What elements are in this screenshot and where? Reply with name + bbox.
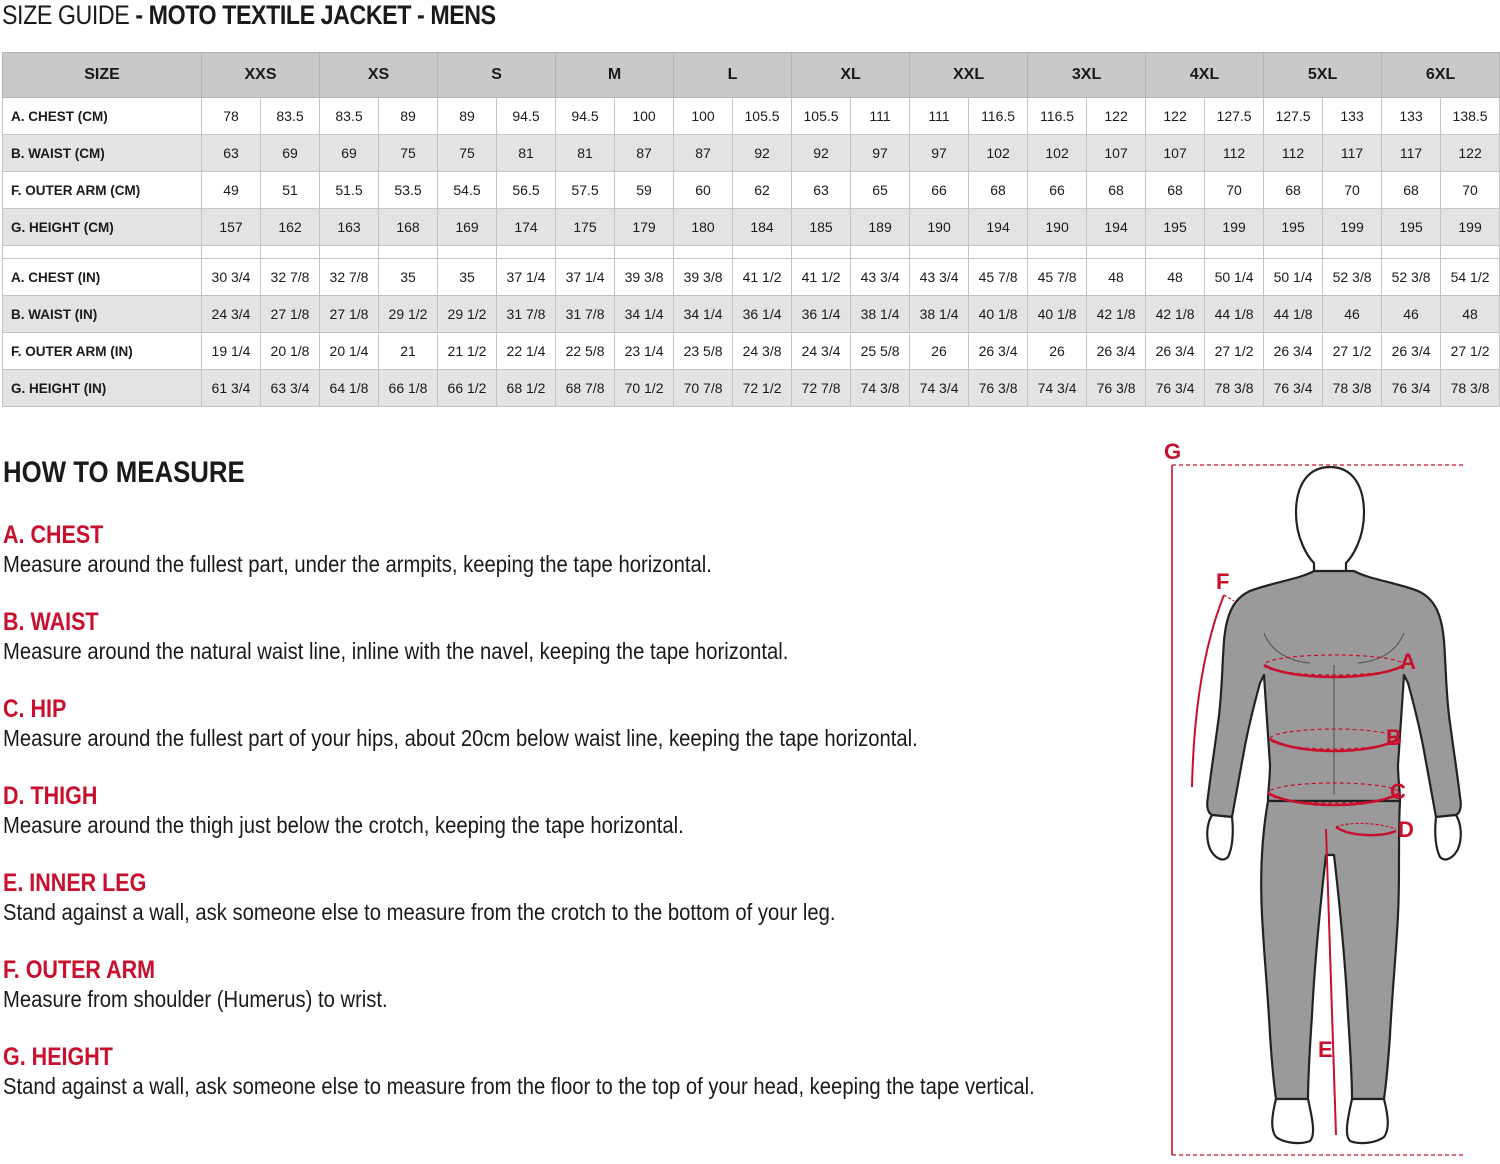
table-cell: 37 1/4 [556, 259, 615, 296]
table-row [3, 259, 1500, 296]
table-cell: 26 3/4 [1264, 333, 1323, 370]
table-cell: 68 [1382, 172, 1441, 209]
table-cell: 38 1/4 [851, 296, 910, 333]
spacer-cell [733, 246, 792, 259]
table-cell: 68 7/8 [556, 370, 615, 407]
table-cell: 70 [1205, 172, 1264, 209]
table-cell: 199 [1323, 209, 1382, 246]
table-cell: 199 [1205, 209, 1264, 246]
title-main: - MOTO TEXTILE JACKET - MENS [135, 0, 496, 30]
table-cell: 27 1/8 [261, 296, 320, 333]
table-cell: 87 [674, 135, 733, 172]
measure-instruction [3, 695, 1143, 782]
table-cell: 116.5 [969, 98, 1028, 135]
table-cell: 65 [851, 172, 910, 209]
row-label: B. WAIST (CM) [3, 135, 202, 172]
spacer-cell [1264, 246, 1323, 259]
spacer-cell [497, 246, 556, 259]
table-cell: 97 [851, 135, 910, 172]
table-row [3, 296, 1500, 333]
table-cell: 66 [1028, 172, 1087, 209]
table-cell: 23 1/4 [615, 333, 674, 370]
row-label: G. HEIGHT (CM) [3, 209, 202, 246]
measure-description: Measure around the fullest part, under the armpits, keeping the tape horizontal. [3, 551, 712, 577]
table-cell: 35 [379, 259, 438, 296]
table-cell: 162 [261, 209, 320, 246]
table-cell: 53.5 [379, 172, 438, 209]
table-cell: 122 [1441, 135, 1500, 172]
table-cell: 63 [792, 172, 851, 209]
measure-description: Stand against a wall, ask someone else to measure from the floor to the top of your head, keeping the tape vertical. [3, 1073, 1035, 1099]
table-cell: 48 [1146, 259, 1205, 296]
spacer-cell [3, 246, 202, 259]
size-col-header: M [556, 53, 674, 98]
table-cell: 22 5/8 [556, 333, 615, 370]
how-to-measure-title: HOW TO MEASURE [3, 456, 245, 489]
table-cell: 75 [379, 135, 438, 172]
how-to-measure-section [3, 455, 1143, 1130]
measurement-figure [1150, 435, 1490, 1159]
table-cell: 163 [320, 209, 379, 246]
measure-instruction [3, 782, 1143, 869]
table-cell: 102 [1028, 135, 1087, 172]
table-cell: 35 [438, 259, 497, 296]
size-col-header: XL [792, 53, 910, 98]
table-cell: 63 [202, 135, 261, 172]
table-cell: 111 [910, 98, 969, 135]
table-cell: 70 [1441, 172, 1500, 209]
table-cell: 54 1/2 [1441, 259, 1500, 296]
table-cell: 78 3/8 [1323, 370, 1382, 407]
table-cell: 92 [792, 135, 851, 172]
table-cell: 21 [379, 333, 438, 370]
table-cell: 26 3/4 [969, 333, 1028, 370]
size-col-header: 4XL [1146, 53, 1264, 98]
measure-instruction [3, 608, 1143, 695]
table-cell: 40 1/8 [1028, 296, 1087, 333]
table-cell: 26 3/4 [1382, 333, 1441, 370]
measure-description: Measure around the thigh just below the crotch, keeping the tape horizontal. [3, 812, 684, 838]
row-label: G. HEIGHT (IN) [3, 370, 202, 407]
size-header-row [3, 53, 1500, 98]
table-cell: 195 [1146, 209, 1205, 246]
table-cell: 23 5/8 [674, 333, 733, 370]
title-prefix: SIZE GUIDE [2, 0, 130, 30]
size-col-header: S [438, 53, 556, 98]
inner-leg-line [1326, 829, 1336, 1135]
table-cell: 138.5 [1441, 98, 1500, 135]
spacer-cell [1087, 246, 1146, 259]
table-cell: 92 [733, 135, 792, 172]
label-f: F [1216, 569, 1230, 594]
spacer-cell [1323, 246, 1382, 259]
measure-heading: D. THIGH [3, 782, 98, 810]
table-cell: 69 [261, 135, 320, 172]
table-cell: 48 [1441, 296, 1500, 333]
label-c: C [1390, 779, 1406, 804]
table-cell: 122 [1087, 98, 1146, 135]
table-cell: 70 7/8 [674, 370, 733, 407]
table-cell: 57.5 [556, 172, 615, 209]
table-cell: 19 1/4 [202, 333, 261, 370]
table-cell: 68 1/2 [497, 370, 556, 407]
table-cell: 81 [497, 135, 556, 172]
table-cell: 46 [1382, 296, 1441, 333]
table-cell: 60 [674, 172, 733, 209]
row-label: A. CHEST (CM) [3, 98, 202, 135]
table-cell: 68 [1264, 172, 1323, 209]
measure-description: Stand against a wall, ask someone else to measure from the crotch to the bottom of your leg. [3, 899, 836, 925]
table-cell: 89 [379, 98, 438, 135]
label-a: A [1400, 649, 1416, 674]
spacer-cell [202, 246, 261, 259]
spacer-cell [1028, 246, 1087, 259]
table-cell: 34 1/4 [674, 296, 733, 333]
table-cell: 41 1/2 [792, 259, 851, 296]
table-cell: 25 5/8 [851, 333, 910, 370]
table-cell: 37 1/4 [497, 259, 556, 296]
table-cell: 157 [202, 209, 261, 246]
measure-instruction [3, 521, 1143, 608]
table-cell: 52 3/8 [1382, 259, 1441, 296]
table-cell: 194 [969, 209, 1028, 246]
table-cell: 87 [615, 135, 674, 172]
table-cell: 36 1/4 [792, 296, 851, 333]
size-col-header: XS [320, 53, 438, 98]
table-cell: 184 [733, 209, 792, 246]
table-cell: 36 1/4 [733, 296, 792, 333]
table-cell: 45 7/8 [1028, 259, 1087, 296]
measure-heading: C. HIP [3, 695, 67, 723]
table-cell: 42 1/8 [1146, 296, 1205, 333]
table-cell: 32 7/8 [320, 259, 379, 296]
table-cell: 44 1/8 [1205, 296, 1264, 333]
table-cell: 74 3/4 [1028, 370, 1087, 407]
table-spacer-row [3, 246, 1500, 259]
table-cell: 190 [1028, 209, 1087, 246]
table-cell: 66 1/2 [438, 370, 497, 407]
table-row [3, 98, 1500, 135]
table-cell: 48 [1087, 259, 1146, 296]
size-chart-table [2, 52, 1500, 407]
spacer-cell [379, 246, 438, 259]
table-cell: 29 1/2 [379, 296, 438, 333]
table-cell: 174 [497, 209, 556, 246]
table-cell: 180 [674, 209, 733, 246]
measure-description: Measure around the fullest part of your hips, about 20cm below waist line, keeping the tape horizontal. [3, 725, 918, 751]
spacer-cell [674, 246, 733, 259]
table-cell: 26 [1028, 333, 1087, 370]
table-cell: 26 3/4 [1146, 333, 1205, 370]
table-row [3, 135, 1500, 172]
body-diagram [1150, 435, 1490, 1159]
table-cell: 89 [438, 98, 497, 135]
table-cell: 112 [1264, 135, 1323, 172]
table-cell: 76 3/4 [1382, 370, 1441, 407]
table-cell: 102 [969, 135, 1028, 172]
spacer-cell [261, 246, 320, 259]
spacer-cell [1146, 246, 1205, 259]
table-cell: 100 [674, 98, 733, 135]
table-cell: 94.5 [497, 98, 556, 135]
table-cell: 69 [320, 135, 379, 172]
size-col-header: 3XL [1028, 53, 1146, 98]
spacer-cell [1382, 246, 1441, 259]
table-cell: 133 [1323, 98, 1382, 135]
table-cell: 39 3/8 [615, 259, 674, 296]
measure-heading: G. HEIGHT [3, 1043, 113, 1071]
spacer-cell [1441, 246, 1500, 259]
page-title [2, 0, 496, 30]
table-cell: 38 1/4 [910, 296, 969, 333]
table-cell: 117 [1382, 135, 1441, 172]
label-b: B [1386, 725, 1402, 750]
table-cell: 22 1/4 [497, 333, 556, 370]
table-cell: 117 [1323, 135, 1382, 172]
table-cell: 32 7/8 [261, 259, 320, 296]
measure-heading: A. CHEST [3, 521, 104, 549]
table-cell: 31 7/8 [556, 296, 615, 333]
table-cell: 111 [851, 98, 910, 135]
table-cell: 27 1/2 [1323, 333, 1382, 370]
table-cell: 127.5 [1264, 98, 1323, 135]
size-col-header: XXL [910, 53, 1028, 98]
spacer-cell [320, 246, 379, 259]
measure-instruction [3, 869, 1143, 956]
table-cell: 72 1/2 [733, 370, 792, 407]
table-cell: 100 [615, 98, 674, 135]
table-cell: 34 1/4 [615, 296, 674, 333]
table-cell: 27 1/8 [320, 296, 379, 333]
table-cell: 68 [1146, 172, 1205, 209]
label-g: G [1164, 439, 1182, 464]
size-col-header: 5XL [1264, 53, 1382, 98]
table-cell: 76 3/4 [1264, 370, 1323, 407]
table-cell: 21 1/2 [438, 333, 497, 370]
table-cell: 78 3/8 [1441, 370, 1500, 407]
table-cell: 66 [910, 172, 969, 209]
spacer-cell [851, 246, 910, 259]
table-cell: 76 3/8 [969, 370, 1028, 407]
table-cell: 133 [1382, 98, 1441, 135]
table-cell: 26 [910, 333, 969, 370]
table-cell: 94.5 [556, 98, 615, 135]
table-cell: 83.5 [320, 98, 379, 135]
table-cell: 70 1/2 [615, 370, 674, 407]
table-cell: 42 1/8 [1087, 296, 1146, 333]
table-cell: 179 [615, 209, 674, 246]
spacer-cell [438, 246, 497, 259]
row-label: A. CHEST (IN) [3, 259, 202, 296]
table-cell: 70 [1323, 172, 1382, 209]
table-cell: 112 [1205, 135, 1264, 172]
row-label: F. OUTER ARM (IN) [3, 333, 202, 370]
table-cell: 175 [556, 209, 615, 246]
table-cell: 189 [851, 209, 910, 246]
table-cell: 97 [910, 135, 969, 172]
table-cell: 50 1/4 [1205, 259, 1264, 296]
table-cell: 41 1/2 [733, 259, 792, 296]
table-cell: 44 1/8 [1264, 296, 1323, 333]
table-cell: 105.5 [733, 98, 792, 135]
table-cell: 40 1/8 [969, 296, 1028, 333]
table-cell: 24 3/4 [792, 333, 851, 370]
row-label: B. WAIST (IN) [3, 296, 202, 333]
table-cell: 72 7/8 [792, 370, 851, 407]
table-cell: 56.5 [497, 172, 556, 209]
table-cell: 43 3/4 [851, 259, 910, 296]
table-cell: 107 [1087, 135, 1146, 172]
table-cell: 27 1/2 [1441, 333, 1500, 370]
table-cell: 52 3/8 [1323, 259, 1382, 296]
table-cell: 78 3/8 [1205, 370, 1264, 407]
table-row [3, 209, 1500, 246]
measure-heading: F. OUTER ARM [3, 956, 156, 984]
table-cell: 27 1/2 [1205, 333, 1264, 370]
table-cell: 20 1/8 [261, 333, 320, 370]
size-header-cell: SIZE [3, 53, 202, 98]
spacer-cell [556, 246, 615, 259]
label-e: E [1318, 1037, 1333, 1062]
size-col-header: XXS [202, 53, 320, 98]
table-cell: 185 [792, 209, 851, 246]
row-label: F. OUTER ARM (CM) [3, 172, 202, 209]
table-cell: 194 [1087, 209, 1146, 246]
table-cell: 39 3/8 [674, 259, 733, 296]
table-cell: 78 [202, 98, 261, 135]
table-cell: 81 [556, 135, 615, 172]
table-cell: 46 [1323, 296, 1382, 333]
table-cell: 68 [969, 172, 1028, 209]
table-cell: 122 [1146, 98, 1205, 135]
table-cell: 199 [1441, 209, 1500, 246]
table-cell: 76 3/8 [1087, 370, 1146, 407]
table-cell: 68 [1087, 172, 1146, 209]
table-cell: 54.5 [438, 172, 497, 209]
table-cell: 105.5 [792, 98, 851, 135]
table-cell: 63 3/4 [261, 370, 320, 407]
table-row [3, 370, 1500, 407]
table-cell: 29 1/2 [438, 296, 497, 333]
table-cell: 76 3/4 [1146, 370, 1205, 407]
table-cell: 49 [202, 172, 261, 209]
table-cell: 169 [438, 209, 497, 246]
table-cell: 31 7/8 [497, 296, 556, 333]
spacer-cell [792, 246, 851, 259]
spacer-cell [910, 246, 969, 259]
table-cell: 43 3/4 [910, 259, 969, 296]
table-cell: 75 [438, 135, 497, 172]
table-cell: 116.5 [1028, 98, 1087, 135]
measure-heading: E. INNER LEG [3, 869, 147, 897]
spacer-cell [615, 246, 674, 259]
spacer-cell [969, 246, 1028, 259]
table-cell: 127.5 [1205, 98, 1264, 135]
table-cell: 62 [733, 172, 792, 209]
size-col-header: L [674, 53, 792, 98]
table-cell: 83.5 [261, 98, 320, 135]
table-cell: 20 1/4 [320, 333, 379, 370]
size-col-header: 6XL [1382, 53, 1500, 98]
table-row [3, 333, 1500, 370]
table-cell: 45 7/8 [969, 259, 1028, 296]
table-cell: 74 3/4 [910, 370, 969, 407]
table-cell: 26 3/4 [1087, 333, 1146, 370]
measure-description: Measure around the natural waist line, inline with the navel, keeping the tape horizontal. [3, 638, 789, 664]
table-cell: 50 1/4 [1264, 259, 1323, 296]
table-cell: 51.5 [320, 172, 379, 209]
table-cell: 195 [1382, 209, 1441, 246]
table-cell: 51 [261, 172, 320, 209]
table-cell: 66 1/8 [379, 370, 438, 407]
table-cell: 24 3/4 [202, 296, 261, 333]
table-cell: 168 [379, 209, 438, 246]
table-cell: 24 3/8 [733, 333, 792, 370]
label-d: D [1398, 817, 1414, 842]
table-cell: 74 3/8 [851, 370, 910, 407]
table-cell: 190 [910, 209, 969, 246]
spacer-cell [1205, 246, 1264, 259]
measure-description: Measure from shoulder (Humerus) to wrist. [3, 986, 388, 1012]
table-cell: 195 [1264, 209, 1323, 246]
table-cell: 61 3/4 [202, 370, 261, 407]
outer-arm-guide [1224, 595, 1234, 601]
table-cell: 107 [1146, 135, 1205, 172]
table-cell: 59 [615, 172, 674, 209]
table-cell: 30 3/4 [202, 259, 261, 296]
table-row [3, 172, 1500, 209]
measure-instruction [3, 1043, 1143, 1130]
measure-heading: B. WAIST [3, 608, 99, 636]
table-cell: 64 1/8 [320, 370, 379, 407]
measure-instruction [3, 956, 1143, 1043]
